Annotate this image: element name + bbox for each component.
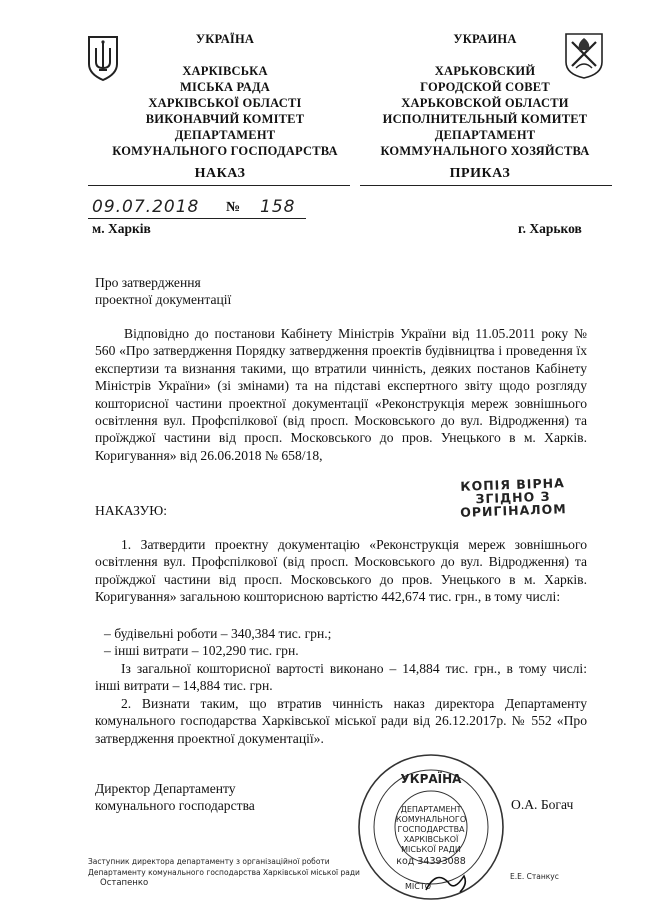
header-left-country: УКРАЇНА [195, 32, 255, 46]
list-item: – інші витрати – 102,290 тис. грн. [104, 643, 299, 659]
subject-line: проектної документації [95, 292, 232, 308]
header-right-line: ИСПОЛНИТЕЛЬНЫЙ КОМИТЕТ [382, 112, 588, 126]
header-left-line: ДЕПАРТАМЕНТ [174, 128, 276, 142]
header-right-line: ГОРОДСКОЙ СОВЕТ [420, 80, 550, 94]
city-ru: г. Харьков [518, 221, 582, 236]
header-right-line: ХАРЬКОВСКОЙ ОБЛАСТИ [401, 96, 569, 110]
signatory-name: О.А. Богач [511, 797, 574, 812]
item-1-executed: Із загальної кошторисної вартості виконано – 14,884 тис. грн., в тому числі: інші витрати – 14,884 тис. грн. [95, 661, 587, 694]
item-1-list [104, 625, 331, 660]
header-right-country: УКРАИНА [453, 32, 517, 46]
footer-line: Департаменту комунального господарства Харківської міської ради [88, 868, 360, 877]
list-item: – будівельні роботи – 340,384 тис. грн.; [104, 626, 332, 641]
signature-position-line: комунального господарства [95, 798, 255, 814]
footer-line: Заступник директора департаменту з організаційної роботи [88, 857, 330, 866]
header-left-line: МІСЬКА РАДА [179, 80, 271, 94]
seal-top-text: УКРАЇНА [400, 772, 462, 786]
order-word: НАКАЗУЮ: [95, 503, 168, 518]
seal-line: КОМУНАЛЬНОГО [395, 815, 467, 824]
doc-type-ua: НАКАЗ [194, 166, 246, 181]
footer-name: Остапенко [100, 878, 149, 888]
signature-position [95, 780, 255, 815]
seal-line: ГОСПОДАРСТВА [397, 825, 465, 834]
header-left-line: ХАРКІВСЬКА [182, 64, 268, 78]
title-rule-right [360, 185, 612, 186]
item-1-paragraph: 1. Затвердити проектну документацію «Реконструкція мереж зовнішнього освітлення вул. Профспілкової (від просп. Московського до вул. Відродження) та проїжджої частини від просп. Московського до пров. Унецького в м. Харків. Коригування» загальною кошторисною вартістю 442,674 тис. грн., в тому числі: [95, 537, 587, 605]
copy-stamp [447, 476, 578, 520]
order-date: 09.07.2018 [92, 197, 200, 217]
number-sign: № [226, 200, 241, 215]
subject [95, 274, 231, 309]
seal-line: ДЕПАРТАМЕНТ [400, 805, 462, 814]
preamble-paragraph: Відповідно до постанови Кабінету Міністрів України від 11.05.2011 року № 560 «Про затвердження Порядку затвердження проектів будівництва і проведення їх експертизи та визнання такими, що втратили чинність, деяких постанов Кабінету Міністрів України» (зі змінами) та на підставі експертного звіту щодо розгляду кошторисної частини проектної документації «Реконструкція мереж зовнішнього освітлення вул. Профспілкової (від просп. Московського до вул. Відродження) та проїжджої частини від просп. Московського до пров. Унецького в м. Харків. Коригування» від 26.06.2018 № 658/18, [95, 326, 587, 463]
official-round-seal [356, 752, 506, 902]
footer-name: Е.Е. Станкус [510, 872, 559, 881]
header-right-line: ХАРЬКОВСКИЙ [434, 64, 536, 78]
header-left-line: ХАРКІВСЬКОЇ ОБЛАСТІ [148, 96, 302, 110]
subject-line: Про затвердження [95, 275, 201, 290]
item-2-paragraph: 2. Визнати таким, що втратив чинність наказ директора Департаменту комунального господарства Харківської міської ради від 26.12.2017р. № 552 «Про затвердження проектної документації». [95, 696, 587, 746]
header-left-org [100, 63, 350, 159]
doc-type-ru: ПРИКАЗ [449, 166, 511, 181]
city-ua: м. Харків [92, 221, 151, 236]
signature-position-line: Директор Департаменту [95, 781, 236, 796]
header-right-line: ДЕПАРТАМЕНТ [434, 128, 536, 142]
seal-bottom-text: МІСТО [404, 882, 432, 891]
copy-stamp-line: ЗГІДНО З [475, 488, 551, 507]
header-left-line: КОМУНАЛЬНОГО ГОСПОДАРСТВА [112, 144, 338, 158]
date-underline [88, 218, 306, 219]
header-right-line: КОММУНАЛЬНОГО ХОЗЯЙСТВА [380, 144, 590, 158]
order-number: 158 [260, 197, 296, 217]
header-left-line: ВИКОНАВЧИЙ КОМІТЕТ [145, 112, 305, 126]
title-rule-left [88, 185, 350, 186]
header-right-org [355, 63, 615, 159]
copy-stamp-line: ОРИГІНАЛОМ [459, 501, 567, 520]
seal-code: код 34393088 [396, 856, 466, 867]
seal-line: МІСЬКОЇ РАДИ [401, 845, 461, 854]
copy-stamp-line: КОПІЯ ВІРНА [460, 475, 565, 494]
seal-line: ХАРКІВСЬКОЇ [403, 835, 459, 844]
